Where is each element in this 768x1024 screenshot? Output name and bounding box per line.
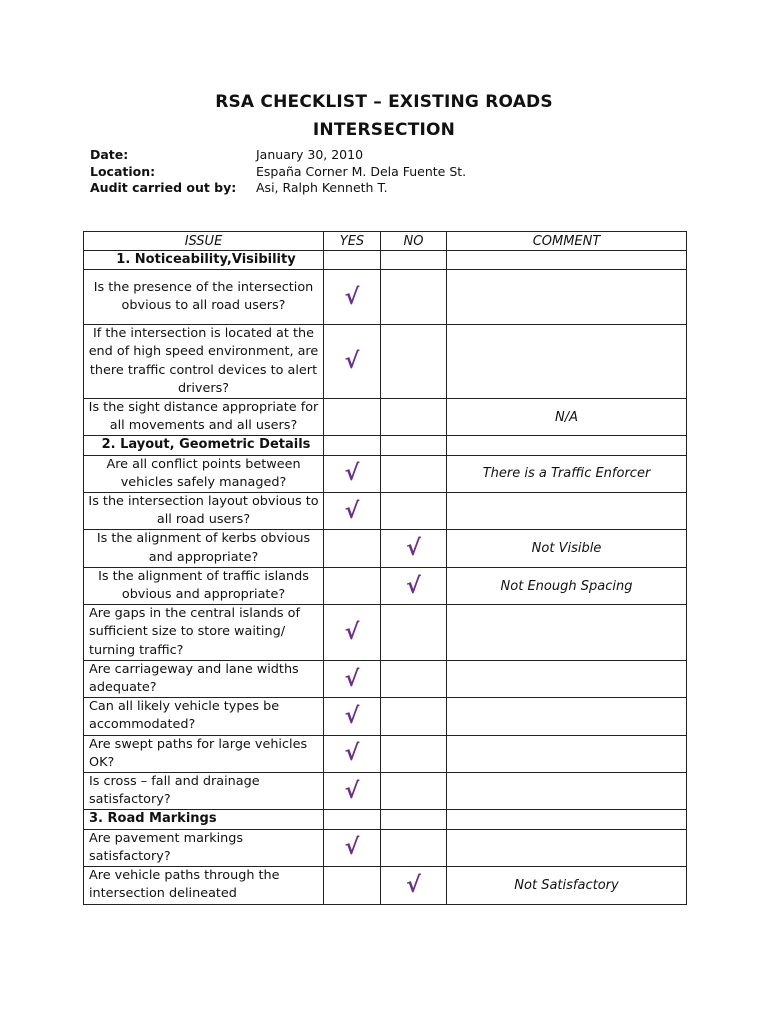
section-row: [84, 810, 687, 829]
issue-cell: Is the presence of the intersection obvious to all road users?: [84, 270, 324, 325]
comment-cell: N/A: [447, 399, 687, 436]
issue-cell: Is cross – fall and drainage satisfactory?: [84, 773, 324, 810]
table-row: [84, 773, 687, 810]
table-row: [84, 270, 687, 325]
issue-cell: Is the intersection layout obvious to all road users?: [84, 493, 324, 530]
table-row: [84, 605, 687, 661]
yes-cell: [324, 399, 381, 436]
yes-cell: √: [324, 829, 381, 866]
issue-cell: Can all likely vehicle types be accommodated?: [84, 698, 324, 735]
issue-header: ISSUE: [84, 232, 324, 251]
yes-cell: [324, 530, 381, 567]
section-row: [84, 251, 687, 270]
no-cell: [381, 660, 447, 697]
section-title-2: 2. Layout, Geometric Details: [84, 436, 324, 455]
issue-cell: Are vehicle paths through the intersection delineated: [84, 867, 324, 904]
table-row: [84, 867, 687, 904]
table-row: [84, 698, 687, 735]
yes-cell: √: [324, 270, 381, 325]
checklist-table: [83, 231, 687, 905]
no-header: NO: [381, 232, 447, 251]
no-cell: [381, 829, 447, 866]
table-row: [84, 399, 687, 436]
table-row: [84, 660, 687, 697]
comment-cell: [447, 270, 687, 325]
no-cell: √: [381, 567, 447, 604]
yes-cell: √: [324, 660, 381, 697]
table-row: [84, 567, 687, 604]
issue-cell: Are pavement markings satisfactory?: [84, 829, 324, 866]
section-title-1: 1. Noticeability,Visibility: [84, 251, 324, 270]
no-cell: [381, 399, 447, 436]
comment-cell: [447, 698, 687, 735]
auditor-value: Asi, Ralph Kenneth T.: [256, 180, 388, 195]
comment-cell: [447, 325, 687, 399]
date-label: Date:: [90, 147, 129, 162]
no-cell: [381, 735, 447, 772]
header-row: [84, 232, 687, 251]
no-cell: [381, 698, 447, 735]
comment-cell: Not Enough Spacing: [447, 567, 687, 604]
issue-cell: Is the alignment of traffic islands obvious and appropriate?: [84, 567, 324, 604]
issue-cell: Are carriageway and lane widths adequate?: [84, 660, 324, 697]
table-row: [84, 829, 687, 866]
location-value: España Corner M. Dela Fuente St.: [256, 163, 467, 179]
table-row: [84, 493, 687, 530]
section-row: [84, 436, 687, 455]
location-row: [90, 164, 466, 181]
issue-cell: Are gaps in the central islands of sufficient size to store waiting/ turning traffic?: [84, 605, 324, 661]
comment-header: COMMENT: [447, 232, 687, 251]
no-cell: [381, 455, 447, 492]
table-row: [84, 455, 687, 492]
table-row: [84, 530, 687, 567]
comment-cell: There is a Traffic Enforcer: [447, 455, 687, 492]
issue-cell: Is the sight distance appropriate for all movements and all users?: [84, 399, 324, 436]
yes-cell: √: [324, 735, 381, 772]
auditor-label: Audit carried out by:: [90, 180, 237, 195]
comment-cell: Not Visible: [447, 530, 687, 567]
yes-cell: [324, 867, 381, 904]
comment-cell: [447, 605, 687, 661]
no-cell: [381, 325, 447, 399]
yes-cell: √: [324, 698, 381, 735]
yes-cell: √: [324, 455, 381, 492]
yes-cell: √: [324, 605, 381, 661]
no-cell: [381, 605, 447, 661]
no-cell: [381, 493, 447, 530]
no-cell: √: [381, 530, 447, 567]
section-title-3: 3. Road Markings: [84, 810, 324, 829]
document-title: RSA CHECKLIST – EXISTING ROADS: [215, 92, 553, 112]
no-cell: [381, 270, 447, 325]
yes-cell: √: [324, 493, 381, 530]
location-label: Location:: [90, 163, 156, 179]
no-cell: √: [381, 867, 447, 904]
issue-cell: If the intersection is located at the end of high speed environment, are there traffic control devices to alert drivers?: [84, 325, 324, 399]
issue-cell: Are all conflict points between vehicles safely managed?: [84, 455, 324, 492]
comment-cell: [447, 829, 687, 866]
table-row: [84, 735, 687, 772]
comment-cell: [447, 493, 687, 530]
yes-cell: [324, 567, 381, 604]
comment-cell: [447, 660, 687, 697]
audit-metadata: [90, 147, 466, 197]
table-row: [84, 325, 687, 399]
comment-cell: [447, 735, 687, 772]
yes-cell: √: [324, 773, 381, 810]
date-row: [90, 147, 466, 164]
issue-cell: Is the alignment of kerbs obvious and appropriate?: [84, 530, 324, 567]
yes-header: YES: [324, 232, 381, 251]
no-cell: [381, 773, 447, 810]
yes-cell: √: [324, 325, 381, 399]
comment-cell: [447, 773, 687, 810]
issue-cell: Are swept paths for large vehicles OK?: [84, 735, 324, 772]
document-subtitle: INTERSECTION: [312, 120, 456, 140]
date-value: January 30, 2010: [256, 147, 364, 162]
auditor-row: [90, 180, 466, 197]
comment-cell: Not Satisfactory: [447, 867, 687, 904]
